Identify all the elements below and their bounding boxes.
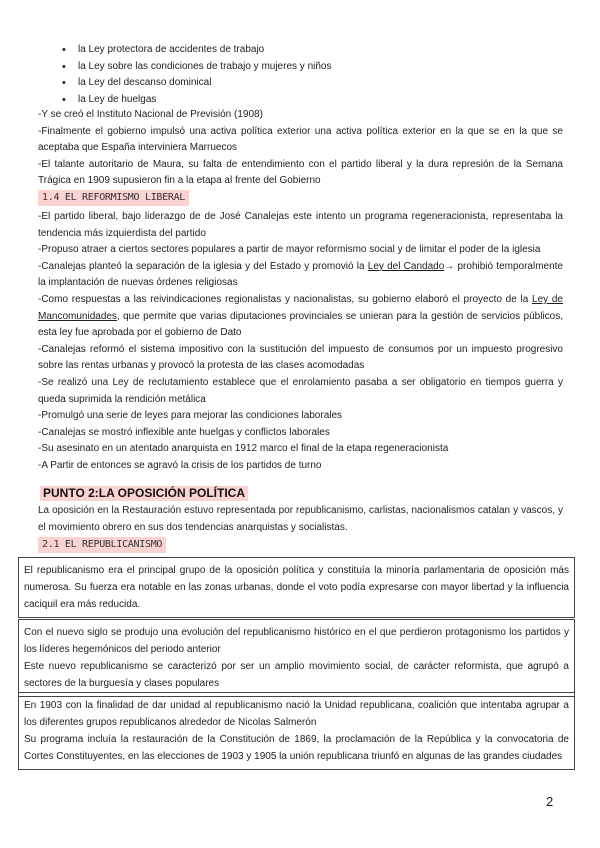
paragraph: El republicanismo era el principal grupo de la oposición política y constituía la minoría parlamentaria de oposición más numerosa. Su fuerza era notable en las zonas urbanas, donde el voto podía expresarse con mayor libertad y la influencia caciquil era más reducida. <box>24 565 569 610</box>
section-heading-republicanismo: 2.1 EL REPUBLICANISMO <box>38 537 166 553</box>
paragraph: -Su asesinato en un atentado anarquista en 1912 marco el final de la etapa regeneracionista <box>38 443 449 455</box>
paragraph: Con el nuevo siglo se produjo una evolución del republicanismo histórico en el que perdieron protagonismo los partidos y los líderes hegemónicos del periodo anterior <box>24 627 569 655</box>
punto-2-intro <box>38 503 563 536</box>
paragraph: Este nuevo republicanismo se caracterizó por ser un amplio movimiento social, de carácter reformista, que agrupó a sectores de la burguesía y clases populares <box>24 661 569 689</box>
paragraph: -Canalejas se mostró inflexible ante huelgas y conflictos laborales <box>38 426 330 438</box>
paragraph: -El talante autoritario de Maura, su falta de entendimiento con el partido liberal y la dura represión de la Semana Trágica en 1909 supusieron fin a la etapa al frente del Gobierno <box>38 158 563 187</box>
reformismo-section <box>38 209 563 475</box>
list-item: • la Ley sobre las condiciones de trabajo y mujeres y niños <box>62 59 331 76</box>
republicanismo-box-2 <box>18 619 575 697</box>
paragraph: -El partido liberal, bajo liderazgo de de José Canalejas este intento un programa regeneracionista, representaba la tendencia más izquierdista del partido <box>38 211 563 239</box>
republicanismo-box-1 <box>18 557 575 618</box>
page-number: 2 <box>546 794 554 809</box>
paragraph: Su programa incluía la restauración de la Constitución de 1869, la proclamación de la República y la convocatoria de Cortes Constituyentes, en las elecciones de 1903 y 1905 la unión republicana triunfó en algunas de las grandes ciudades <box>24 734 569 762</box>
paragraph: -Promulgó una serie de leyes para mejorar las condiciones laborales <box>38 410 343 422</box>
paragraph: -Y se creó el Instituto Nacional de Previsión (1908) <box>38 109 263 120</box>
punto-2-heading: PUNTO 2:LA OPOSICIÓN POLÍTICA <box>40 486 248 501</box>
paragraph: -Canalejas reformó el sistema impositivo con la sustitución del impuesto de consumos por un impuesto progresivo sobre las rentas urbanas y provocó la protesta de las clases acomodadas <box>38 343 563 372</box>
republicanismo-box-3 <box>18 692 575 770</box>
maura-section <box>38 107 563 190</box>
paragraph: -Como respuestas a las reivindicaciones regionalistas y nacionalistas, su gobierno elaboró el proyecto de la Ley de Mancomunidades, que permite que varias diputaciones provinciales se unieran para la gestión de servicios públicos, esta ley fue aprobada por el gobierno de Dato <box>38 293 563 339</box>
ley-del-candado-link: Ley del Candado <box>367 260 445 272</box>
paragraph: -Se realizó una Ley de reclutamiento establece que el enrolamiento pasaba a ser obligatorio en tiempos guerra y queda suprimida la rendición metálica <box>38 376 563 405</box>
section-heading-reformismo-liberal: 1.4 EL REFORMISMO LIBERAL <box>38 190 189 206</box>
paragraph: -Propuso atraer a ciertos sectores populares a partir de mayor reformismo social y de limitar el poder de la iglesia <box>38 244 541 256</box>
law-bullet-list <box>62 42 331 108</box>
paragraph: En 1903 con la finalidad de dar unidad al republicanismo nació la Unidad republicana, coalición que intentaba agrupar a los diferentes grupos republicanos alrededor de Nicolas Salmerón <box>24 700 569 728</box>
list-item: • la Ley del descanso dominical <box>62 75 331 92</box>
paragraph: La oposición en la Restauración estuvo representada por republicanismo, carlistas, nacionalismos catalan y vascos, y el movimiento obrero en sus dos tendencias anarquistas y socialistas. <box>38 505 563 533</box>
paragraph: -A Partir de entonces se agravó la crisis de los partidos de turno <box>38 459 322 471</box>
ley-de-mancomunidades-link: Ley de Mancomunidades <box>38 293 563 322</box>
list-item: • la Ley protectora de accidentes de trabajo <box>62 42 331 59</box>
paragraph: -Canalejas planteó la separación de la iglesia y del Estado y promovió la Ley del Candado→ prohibió temporalmente la implantación de nuevas órdenes religiosas <box>38 260 563 289</box>
paragraph: -Finalmente el gobierno impulsó una activa política exterior una activa política exterior en la que se en la que se aceptaba que España interviniera Marruecos <box>38 125 563 154</box>
list-item: • la Ley de huelgas <box>62 92 331 109</box>
